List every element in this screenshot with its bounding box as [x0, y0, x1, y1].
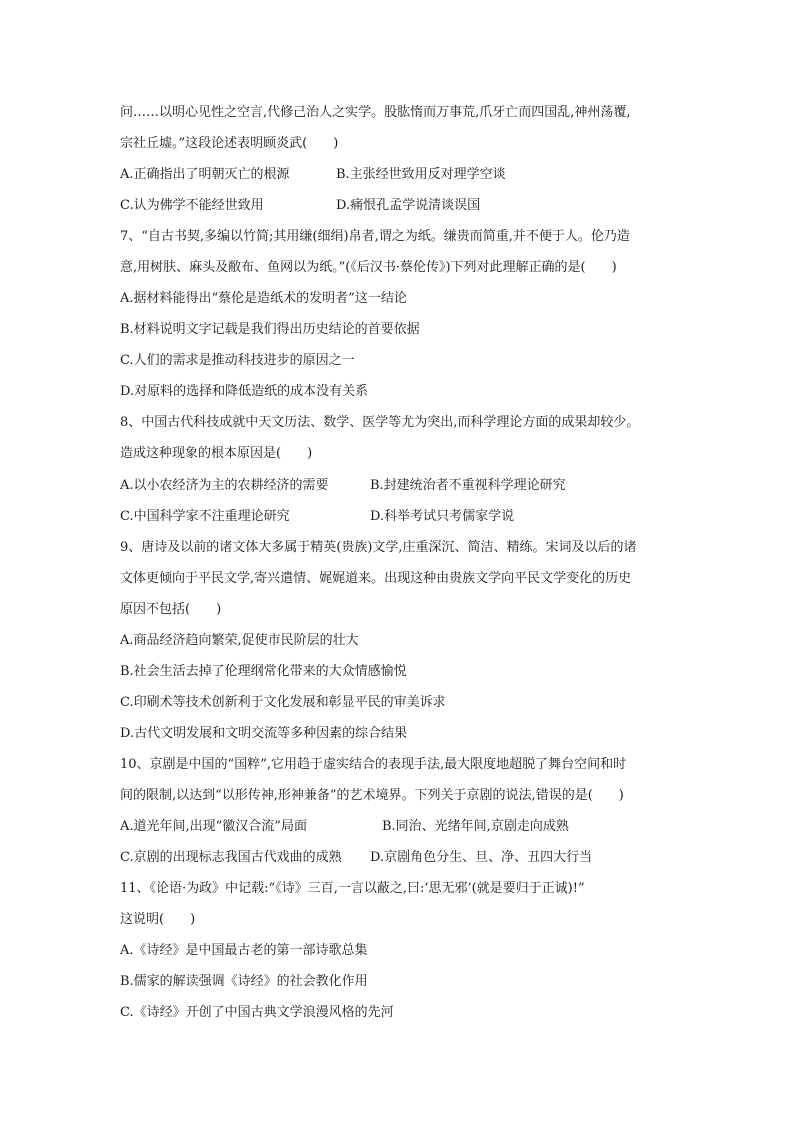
- option-d: D.京剧角色分生、旦、净、丑四大行当: [370, 850, 593, 865]
- text-line: 这说明( ): [120, 912, 196, 927]
- question-8: 8、中国古代科技成就中天文历法、数学、医学等尤为突出,而科学理论方面的成果却较少。: [120, 415, 640, 430]
- question-10: 10、京剧是中国的“国粹”,它用趋于虚实结合的表现手法,最大限度地超脱了舞台空间和时: [120, 757, 627, 772]
- option-d: D.科举考试只考儒家学说: [370, 509, 515, 524]
- text-line: 造成这种现象的根本原因是( ): [120, 446, 313, 461]
- option-b: B.封建统治者不重视科学理论研究: [370, 478, 566, 493]
- question-9: 9、唐诗及以前的诸文体大多属于精英(贵族)文学,庄重深沉、简洁、精练。宋词及以后的诸: [120, 540, 637, 555]
- question-7: 7、“自古书契,多编以竹简;其用缣(细绢)帛者,谓之为纸。缣贵而简重,并不便于人。伦乃造: [120, 229, 630, 244]
- text-line: 意,用树肤、麻头及敝布、鱼网以为纸。”(《后汉书·蔡伦传》)下列对此理解正确的是( ): [120, 260, 617, 275]
- text-line: 间的限制,以达到“以形传神,形神兼备”的艺术境界。下列关于京剧的说法,错误的是( ): [120, 788, 624, 803]
- option-b: B.儒家的解读强调《诗经》的社会教化作用: [120, 974, 368, 989]
- option-a: A.道光年间,出现“徽汉合流”局面: [120, 819, 307, 834]
- text-line: 原因不包括( ): [120, 602, 222, 617]
- option-c: C.京剧的出现标志我国古代戏曲的成熟: [120, 850, 342, 865]
- option-d: D.对原料的选择和降低造纸的成本没有关系: [120, 384, 369, 399]
- text-line: 宗社丘墟。”这段论述表明顾炎武( ): [120, 136, 339, 151]
- option-c: C.认为佛学不能经世致用: [120, 198, 264, 213]
- option-c: C.《诗经》开创了中国古典文学浪漫风格的先河: [120, 1005, 394, 1020]
- option-b: B.社会生活去掉了伦理纲常化带来的大众情感愉悦: [120, 664, 407, 679]
- option-a: A.以小农经济为主的农耕经济的需要: [120, 478, 329, 493]
- option-c: C.印刷术等技术创新利于文化发展和彰显平民的审美诉求: [120, 695, 446, 710]
- option-a: A.正确指出了明朝灭亡的根源: [120, 167, 290, 182]
- option-d: D.痛恨孔孟学说清谈误国: [336, 198, 481, 213]
- question-11: 11、《论语·为政》中记载:“《诗》三百,一言以蔽之,曰:‘思无邪’(就是要归于正诚)!”: [120, 881, 585, 896]
- option-a: A.据材料能得出“蔡伦是造纸术的发明者”这一结论: [120, 291, 407, 306]
- option-a: A.商品经济趋向繁荣,促使市民阶层的壮大: [120, 633, 359, 648]
- option-b: B.同治、光绪年间,京剧走向成熟: [382, 819, 569, 834]
- option-b: B.材料说明文字记载是我们得出历史结论的首要依据: [120, 322, 420, 337]
- text-line: 文体更倾向于平民文学,寄兴遣情、娓娓道来。出现这种由贵族文学向平民文学变化的历史: [120, 571, 632, 586]
- option-d: D.古代文明发展和文明交流等多种因素的综合结果: [120, 726, 408, 741]
- option-c: C.中国科学家不注重理论研究: [120, 509, 290, 524]
- option-b: B.主张经世致用反对理学空谈: [336, 167, 506, 182]
- option-a: A.《诗经》是中国最古老的第一部诗歌总集: [120, 943, 368, 958]
- text-line: 问……以明心见性之空言,代修己治人之实学。股肱惰而万事荒,爪牙亡而四国乱,神州荡覆,: [120, 105, 631, 120]
- option-c: C.人们的需求是推动科技进步的原因之一: [120, 353, 355, 368]
